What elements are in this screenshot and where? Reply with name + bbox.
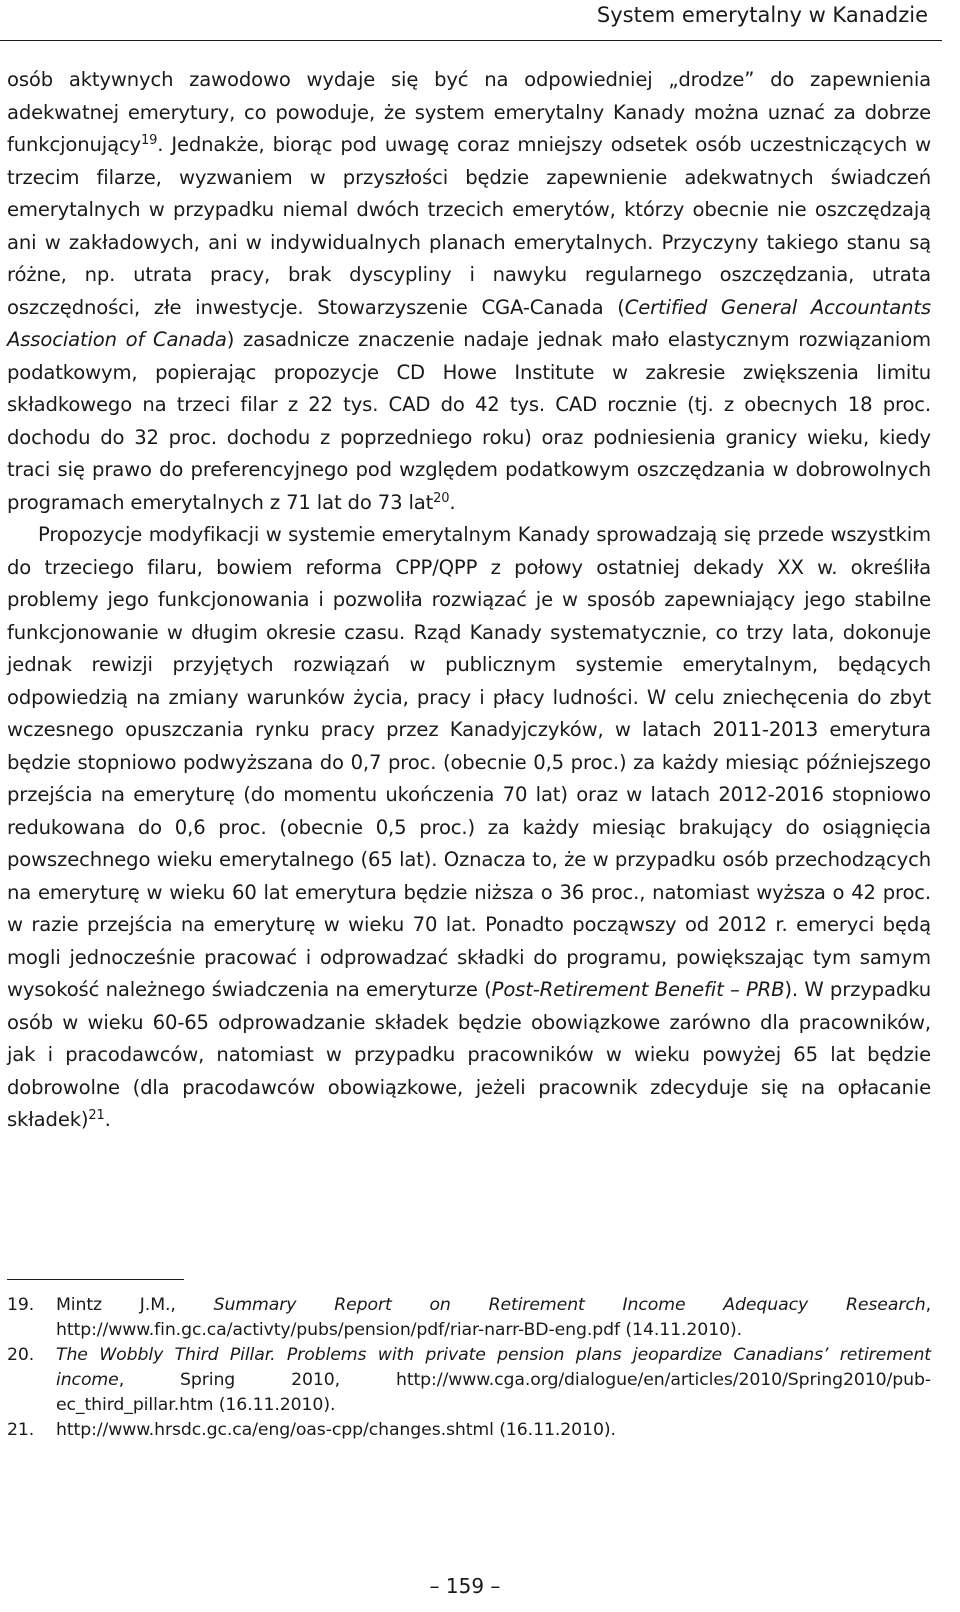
footnote-19 <box>7 1293 931 1343</box>
footnote-ref: 19 <box>141 133 158 148</box>
text-run: , Spring 2010, http://www.cga.org/dialogue/en/articles/2010/Spring2010/pub-ec_third_pillar.htm (16.11.2010). <box>56 1370 931 1415</box>
text-run: osób aktywnych zawodowo wydaje się być na odpowiedniej „drodze” do zapewnienia adekwatnej emerytury, co powoduje, że system emerytalny Kanady można uznać za dobrze funkcjonujący <box>7 68 931 156</box>
text-run: ) zasadnicze znaczenie nadaje jednak mało elastycznym rozwiązaniom podatkowym, popierając propozycje CD Howe Institute w zakresie zwiększenia limitu składkowego na trzeci filar z 22 tys. CAD do 42 tys. CAD rocznie (tj. z obecnych 18 proc. dochodu do 32 proc. dochodu z poprzedniego roku) oraz podniesienia granicy wieku, kiedy traci się prawo do preferencyjnego pod względem podatkowym oszczędzania w dobrowolnych programach emerytalnych z 71 lat do 73 lat <box>7 328 931 514</box>
italic-text: The Wobbly Third Pillar. Problems with private pension plans jeopardize Canadians’ retirement income <box>56 1345 931 1390</box>
text-run: Mintz J.M., <box>56 1295 214 1315</box>
text-run: ). W przypadku osób w wieku 60-65 odprowadzanie składek będzie obowiązkowe zarówno dla pracowników, jak i pracodawców, natomiast w przypadku pracowników w wieku powyżej 65 lat będzie dobrowolne (dla pracodawców obowiązkowe, jeżeli pracownik zdecyduje się na opłacanie składek) <box>7 978 931 1131</box>
footnote-text <box>56 1420 616 1440</box>
footnote-rule <box>7 1279 184 1280</box>
footnotes <box>7 1293 931 1443</box>
text-run: http://www.hrsdc.gc.ca/eng/oas-cpp/changes.shtml (16.11.2010). <box>56 1420 616 1440</box>
footnote-number: 21. <box>7 1420 35 1440</box>
footnote-ref: 20 <box>433 490 450 506</box>
running-header-title: System emerytalny w Kanadzie <box>596 3 928 27</box>
text-run: . <box>104 1108 111 1131</box>
footnote-text <box>56 1295 931 1340</box>
page-number: – 159 – <box>429 1574 501 1598</box>
header-rule <box>0 40 942 41</box>
text-run: Propozycje modyfikacji w systemie emerytalnym Kanady sprowadzają się przede wszystkim do trzeciego filaru, bowiem reforma CPP/QPP z połowy ostatniej dekady XX w. określiła problemy jego funkcjonowania i pozwoliła rozwiązać je w sposób zapewniający jego stabilne funkcjonowanie w długim okresie czasu. Rząd Kanady systematycznie, co trzy lata, dokonuje jednak rewizji przyjętych rozwiązań w publicznym systemie emerytalnym, będących odpowiedzią na zmiany warunków życia, pracy i płacy ludności. W celu zniechęcenia do zbyt wczesnego opuszczania rynku pracy przez Kanadyjczyków, w latach 2011-2013 emerytura będzie stopniowo podwyższana do 0,7 proc. (obecnie 0,5 proc.) za każdy miesiąc późniejszego przejścia na emeryturę (do momentu ukończenia 70 lat) oraz w latach 2012-2016 stopniowo redukowana do 0,6 proc. (obecnie 0,5 proc.) za każdy miesiąc brakujący do osiągnięcia powszechnego wieku emerytalnego (65 lat). Oznacza to, że w przypadku osób przechodzących na emeryturę w wieku 60 lat emerytura będzie niższa o 36 proc., natomiast wyższa o 42 proc. w razie przejścia na emeryturę w wieku 70 lat. Ponadto począwszy od 2012 r. emeryci będą mogli jednocześnie pracować i odprowadzać składki do programu, powiększając tym samym wysokość należnego świadczenia na emeryturze ( <box>7 523 931 1001</box>
italic-text: Certified General Accountants Association of Canada <box>7 295 931 351</box>
text-run: . <box>449 490 456 514</box>
paragraph-2 <box>7 519 931 1137</box>
paragraph-1 <box>7 64 931 519</box>
footnote-21 <box>7 1418 931 1443</box>
text-run: . Jednakże, biorąc pod uwagę coraz mniejszy odsetek osób uczestniczących w trzecim filarze, wyzwaniem w przyszłości będzie zapewnienie adekwatnych świadczeń emerytalnych w przypadku niemal dwóch trzecich emerytów, którzy obecnie nie oszczędzają ani w zakładowych, ani w indywidualnych planach emerytalnych. Przyczyny takiego stanu są różne, np. utrata pracy, brak dyscypliny i nawyku regularnego oszczędzania, utrata oszczędności, złe inwestycje. Stowarzyszenie CGA-Canada ( <box>7 133 931 319</box>
footnote-20 <box>7 1343 931 1418</box>
italic-text: Post-Retirement Benefit – PRB <box>491 978 785 1001</box>
italic-text: Summary Report on Retirement Income Adequacy Research <box>213 1295 926 1315</box>
footnote-number: 20. <box>7 1345 35 1365</box>
footnote-number: 19. <box>7 1295 35 1315</box>
footnote-text <box>56 1345 931 1415</box>
body-text <box>7 64 931 1137</box>
text-run: , http://www.fin.gc.ca/activty/pubs/pension/pdf/riar-narr-BD-eng.pdf (14.11.2010). <box>56 1295 931 1340</box>
footnote-ref: 21 <box>88 1108 105 1123</box>
